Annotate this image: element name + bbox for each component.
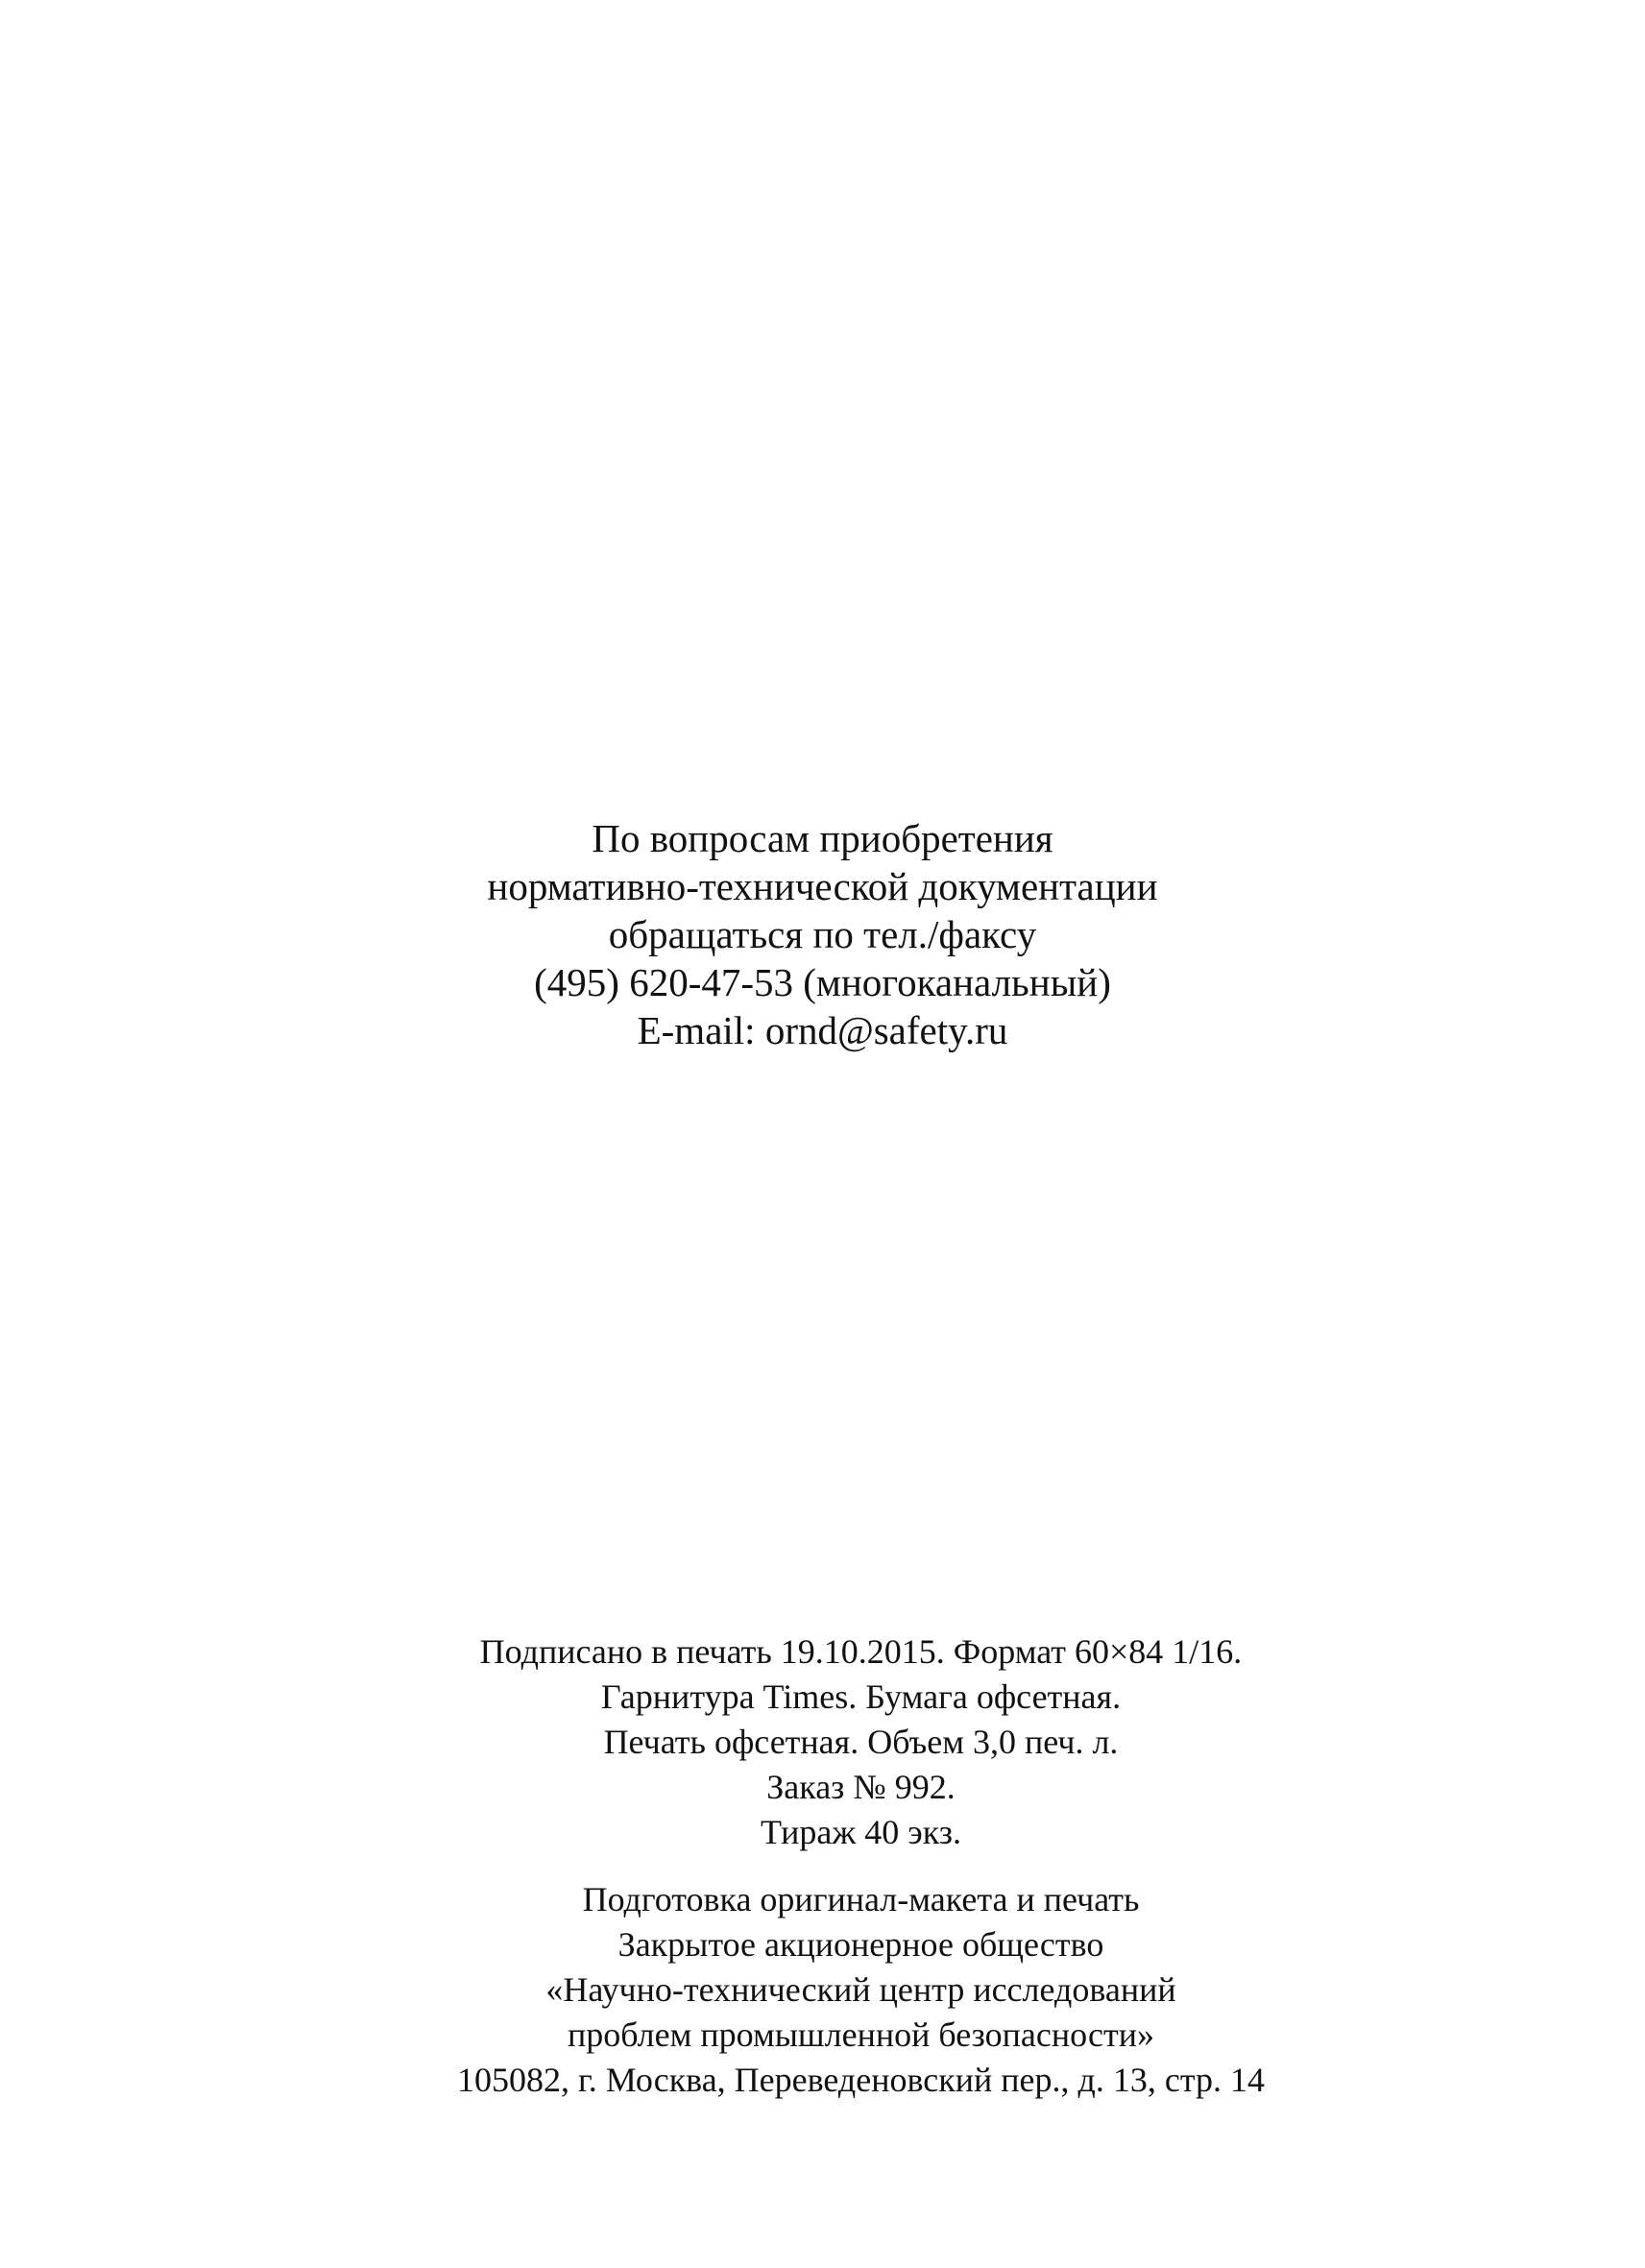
contact-email: E-mail: ornd@safety.ru — [637, 1008, 1008, 1052]
printer-service-line: Подготовка оригинал-макета и печать — [582, 1880, 1140, 1918]
contact-instruction-line: обращаться по тел./факсу — [608, 912, 1037, 956]
imprint-printing-volume: Печать офсетная. Объем 3,0 печ. л. — [603, 1723, 1119, 1761]
contact-heading-line: По вопросам приобретения — [592, 816, 1053, 860]
imprint-typeface-paper: Гарнитура Times. Бумага офсетная. — [600, 1677, 1122, 1716]
printer-company-type: Закрытое акционерное общество — [617, 1925, 1104, 1964]
imprint-block — [38, 1629, 1645, 1855]
contact-phone: (495) 620-47-53 (многоканальный) — [534, 960, 1111, 1004]
contact-subject-line: нормативно-технической документации — [487, 864, 1158, 908]
printer-company-name-2: проблем промышленной безопасности» — [567, 2015, 1155, 2054]
contact-info-block — [0, 814, 1645, 1054]
imprint-print-run: Тираж 40 экз. — [761, 1813, 961, 1851]
printer-address: 105082, г. Москва, Переведеновский пер., д. 13, стр. 14 — [457, 2061, 1265, 2099]
imprint-signed-format: Подписано в печать 19.10.2015. Формат 60×84 1/16. — [479, 1632, 1243, 1671]
imprint-order-number: Заказ № 992. — [766, 1768, 956, 1806]
printer-company-name-1: «Научно-технический центр исследований — [545, 1970, 1176, 2009]
printer-info-block — [38, 1877, 1645, 2103]
